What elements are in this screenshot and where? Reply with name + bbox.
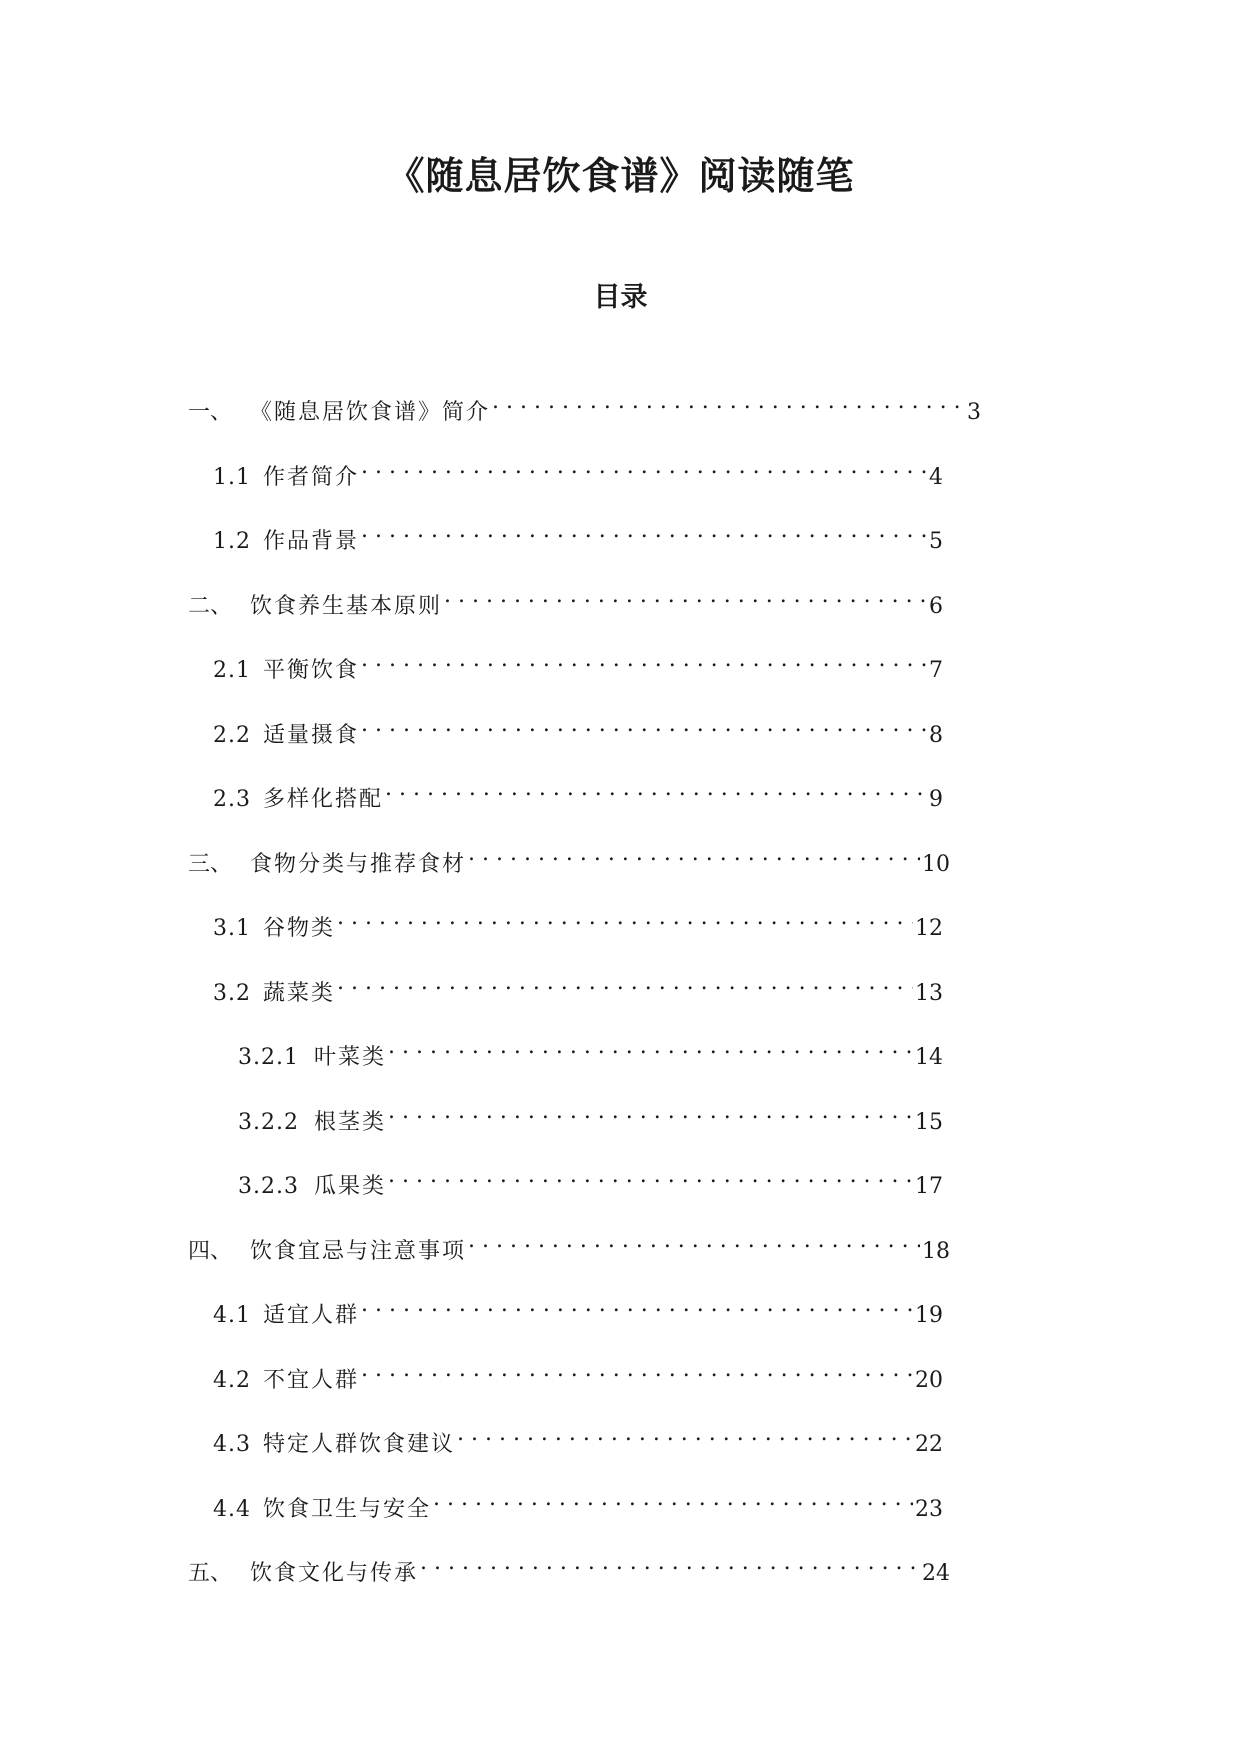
toc-entry-title: 根茎类 xyxy=(314,1110,387,1135)
toc-entry-title: 饮食文化与传承 xyxy=(250,1561,419,1586)
toc-entry[interactable] xyxy=(188,385,981,425)
toc-dot-leader xyxy=(388,1030,913,1064)
toc-entry[interactable] xyxy=(238,1095,943,1135)
toc-entry-title: 饮食宜忌与注意事项 xyxy=(250,1239,467,1264)
toc-entry-number: 4.2 xyxy=(213,1368,251,1393)
toc-entry-page: 23 xyxy=(915,1497,943,1522)
toc-entry-title: 谷物类 xyxy=(263,916,336,941)
toc-entry-title: 适量摄食 xyxy=(263,723,360,748)
toc-entry[interactable] xyxy=(213,1288,943,1328)
toc-dot-leader xyxy=(492,385,965,419)
toc-entry-page: 19 xyxy=(915,1303,943,1328)
toc-entry-page: 17 xyxy=(915,1174,943,1199)
toc-dot-leader xyxy=(388,1159,913,1193)
toc-entry-page: 22 xyxy=(915,1432,943,1457)
toc-dot-leader xyxy=(388,1095,913,1129)
toc-entry[interactable] xyxy=(188,837,950,877)
toc-entry[interactable] xyxy=(213,966,943,1006)
toc-entry-number: 1.2 xyxy=(213,529,251,554)
toc-entry-page: 10 xyxy=(922,852,950,877)
toc-dot-leader xyxy=(468,1224,920,1258)
toc-entry[interactable] xyxy=(238,1030,943,1070)
toc-entry[interactable] xyxy=(238,1159,943,1199)
toc-dot-leader xyxy=(337,901,913,935)
toc-entry-number: 二、 xyxy=(188,594,233,619)
toc-entry-page: 20 xyxy=(915,1368,943,1393)
toc-entry-number: 3.2 xyxy=(213,981,251,1006)
document-title: 《随息居饮食谱》阅读随笔 xyxy=(386,153,855,198)
toc-dot-leader xyxy=(361,1288,913,1322)
toc-entry[interactable] xyxy=(188,579,943,619)
toc-entry[interactable] xyxy=(213,450,943,490)
toc-dot-leader xyxy=(361,643,927,677)
toc-entry[interactable] xyxy=(213,772,943,812)
toc-entry-title: 作品背景 xyxy=(263,529,360,554)
toc-entry-page: 8 xyxy=(929,723,943,748)
toc-entry-number: 1.1 xyxy=(213,465,251,490)
toc-entry-number: 2.2 xyxy=(213,723,251,748)
toc-dot-leader xyxy=(337,966,913,1000)
toc-dot-leader xyxy=(420,1546,920,1580)
toc-entry[interactable] xyxy=(188,1546,950,1586)
toc-entry-title: 作者简介 xyxy=(263,465,360,490)
toc-entry-title: 特定人群饮食建议 xyxy=(263,1432,456,1457)
toc-dot-leader xyxy=(468,837,920,871)
toc-entry-number: 3.2.1 xyxy=(238,1045,299,1070)
toc-entry-page: 24 xyxy=(922,1561,950,1586)
toc-entry-page: 9 xyxy=(929,787,943,812)
toc-entry-title: 叶菜类 xyxy=(314,1045,387,1070)
toc-entry-page: 5 xyxy=(929,529,943,554)
toc-entry[interactable] xyxy=(213,643,943,683)
toc-entry[interactable] xyxy=(213,514,943,554)
toc-entry[interactable] xyxy=(213,901,943,941)
toc-entry[interactable] xyxy=(213,1353,943,1393)
toc-entry-title: 饮食养生基本原则 xyxy=(250,594,443,619)
toc-entry-title: 蔬菜类 xyxy=(263,981,336,1006)
toc-heading: 目录 xyxy=(593,282,648,313)
toc-entry-number: 三、 xyxy=(188,852,233,877)
toc-entry-title: 多样化搭配 xyxy=(263,787,384,812)
toc-entry-number: 3.1 xyxy=(213,916,251,941)
toc-dot-leader xyxy=(444,579,927,613)
toc-entry-page: 18 xyxy=(922,1239,950,1264)
toc-entry-number: 一、 xyxy=(188,400,233,425)
toc-entry-number: 3.2.3 xyxy=(238,1174,299,1199)
toc-entry-number: 五、 xyxy=(188,1561,233,1586)
toc-dot-leader xyxy=(361,450,927,484)
toc-entry-number: 4.4 xyxy=(213,1497,251,1522)
toc-entry-title: 瓜果类 xyxy=(314,1174,387,1199)
toc-entry-page: 14 xyxy=(915,1045,943,1070)
toc-entry[interactable] xyxy=(213,708,943,748)
toc-entry-title: 食物分类与推荐食材 xyxy=(250,852,467,877)
toc-entry-title: 平衡饮食 xyxy=(263,658,360,683)
toc-entry-page: 13 xyxy=(915,981,943,1006)
toc-dot-leader xyxy=(361,708,927,742)
toc-entry-title: 不宜人群 xyxy=(263,1368,360,1393)
toc-entry-number: 4.3 xyxy=(213,1432,251,1457)
toc-dot-leader xyxy=(385,772,927,806)
toc-entry-page: 15 xyxy=(915,1110,943,1135)
toc-entry-number: 2.1 xyxy=(213,658,251,683)
toc-entry-page: 12 xyxy=(915,916,943,941)
toc-entry-page: 4 xyxy=(929,465,943,490)
toc-entry-page: 7 xyxy=(929,658,943,683)
toc-entry-number: 四、 xyxy=(188,1239,233,1264)
toc-entry-page: 6 xyxy=(929,594,943,619)
toc-entry-number: 4.1 xyxy=(213,1303,251,1328)
toc-dot-leader xyxy=(361,1353,913,1387)
toc-dot-leader xyxy=(457,1417,913,1451)
toc-dot-leader xyxy=(433,1482,913,1516)
toc-entry-number: 2.3 xyxy=(213,787,251,812)
toc-entry-title: 《随息居饮食谱》简介 xyxy=(250,400,491,425)
toc-entry[interactable] xyxy=(188,1224,950,1264)
toc-entry-title: 饮食卫生与安全 xyxy=(263,1497,432,1522)
toc-entry-number: 3.2.2 xyxy=(238,1110,299,1135)
toc-dot-leader xyxy=(361,514,927,548)
toc-entry[interactable] xyxy=(213,1417,943,1457)
toc-entry-title: 适宜人群 xyxy=(263,1303,360,1328)
toc-entry[interactable] xyxy=(213,1482,943,1522)
toc-entry-page: 3 xyxy=(967,400,981,425)
